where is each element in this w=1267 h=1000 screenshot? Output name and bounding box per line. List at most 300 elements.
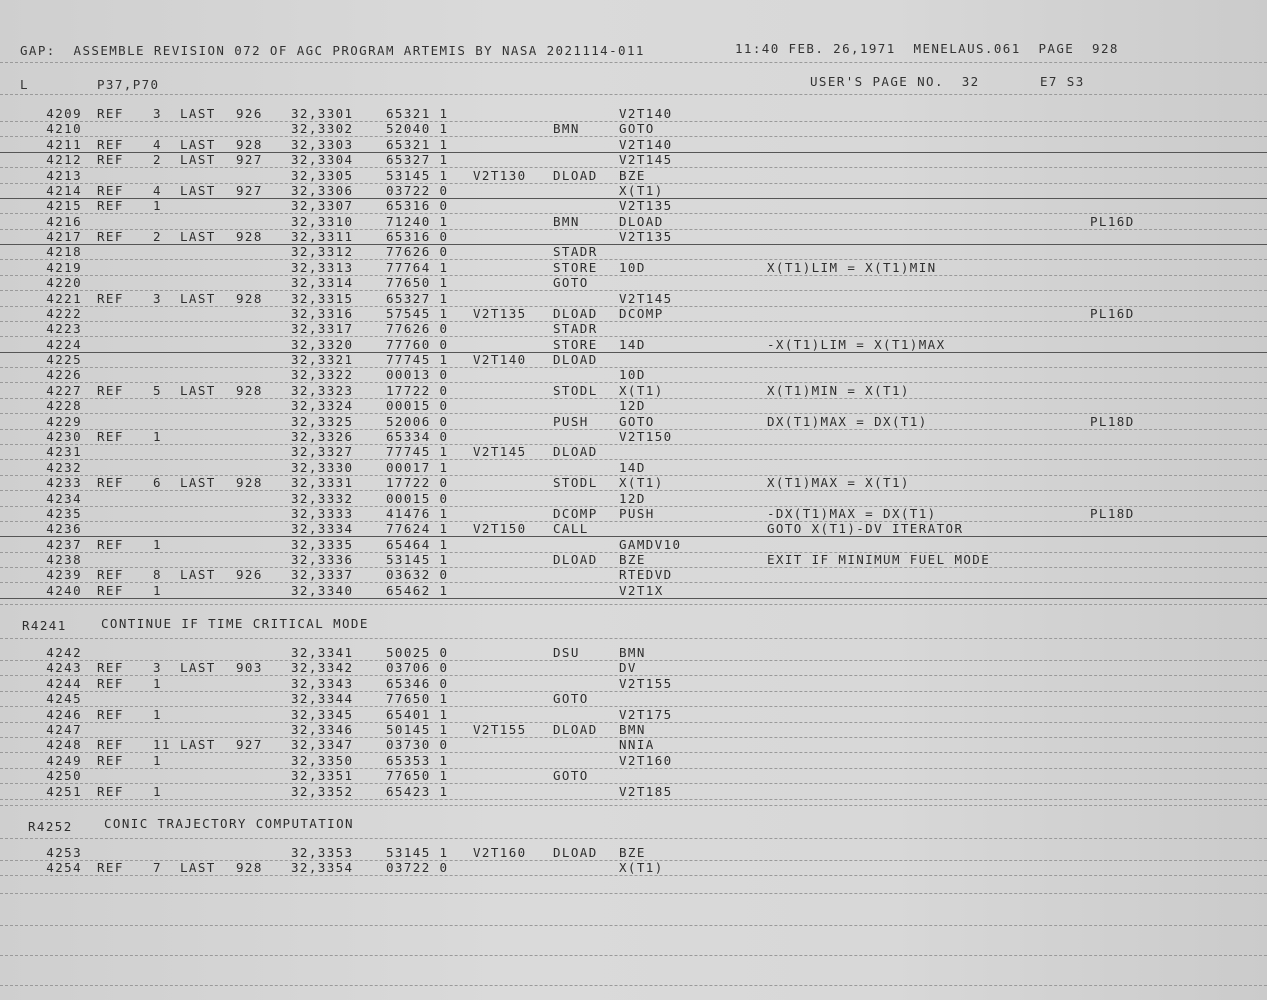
operand: V2T185 [619,783,673,799]
opcode: BMN [553,121,580,137]
label: V2T145 [473,444,527,460]
ref-keyword: REF [97,152,124,168]
octal-word: 65462 1 [386,582,449,598]
line-number: 4227 [46,382,82,398]
line-number: 4243 [46,660,82,676]
row-rule [0,352,1267,353]
ref-count: 3 [153,106,162,121]
operand: NNIA [619,737,655,753]
address: 32,3320 [291,336,354,352]
line-number: 4247 [46,722,82,737]
line-number: 4250 [46,768,82,784]
line-number: 4221 [46,290,82,306]
octal-word: 65321 1 [386,106,449,121]
operand: V2T135 [619,229,673,245]
operand: X(T1) [619,860,664,876]
rule-empty-1 [0,893,1267,894]
operand: V2T160 [619,752,673,768]
rule-empty-4 [0,985,1267,986]
octal-word: 53145 1 [386,167,449,183]
opcode: GOTO [553,275,589,291]
comment: DX(T1)MAX = DX(T1) [767,413,928,429]
es-label: E7 S3 [1040,74,1085,89]
operand: 14D [619,459,646,475]
label: V2T155 [473,722,527,737]
line-number: 4223 [46,321,82,337]
remark2-text: CONIC TRAJECTORY COMPUTATION [104,816,354,831]
ref-keyword: REF [97,706,124,722]
last-page: 928 [236,229,263,245]
ref-keyword: REF [97,428,124,444]
sub-rule [0,94,1267,95]
comment: EXIT IF MINIMUM FUEL MODE [767,552,991,568]
row-rule [0,321,1267,322]
octal-word: 00017 1 [386,459,449,475]
line-number: 4226 [46,367,82,383]
ref-count: 4 [153,182,162,198]
octal-word: 03730 0 [386,737,449,753]
ref-count: 2 [153,229,162,245]
ref-count: 1 [153,675,162,691]
operand: BZE [619,167,646,183]
octal-word: 00015 0 [386,398,449,414]
octal-word: 52040 1 [386,121,449,137]
line-number: 4220 [46,275,82,291]
header-rule [0,62,1267,63]
row-rule [0,768,1267,769]
ref-keyword: REF [97,536,124,552]
ref-keyword: REF [97,752,124,768]
octal-word: 65401 1 [386,706,449,722]
last-keyword: LAST [180,229,216,245]
comment: -DX(T1)MAX = DX(T1) [767,505,937,521]
line-number: 4232 [46,459,82,475]
label: V2T130 [473,167,527,183]
address: 32,3326 [291,428,354,444]
octal-word: 50025 0 [386,645,449,660]
operand: 10D [619,367,646,383]
rule-empty-3 [0,955,1267,956]
line-number: 4251 [46,783,82,799]
octal-word: 65464 1 [386,536,449,552]
line-number: 4219 [46,259,82,275]
ref-keyword: REF [97,382,124,398]
last-page: 928 [236,475,263,491]
ref-keyword: REF [97,229,124,245]
address: 32,3337 [291,567,354,583]
last-keyword: LAST [180,152,216,168]
address: 32,3324 [291,398,354,414]
address: 32,3331 [291,475,354,491]
operand: V2T140 [619,136,673,152]
octal-word: 77745 1 [386,352,449,368]
row-rule [0,691,1267,692]
ref-count: 6 [153,475,162,491]
line-number: 4236 [46,521,82,537]
operand: V2T155 [619,675,673,691]
last-keyword: LAST [180,182,216,198]
opcode: DLOAD [553,444,598,460]
address: 32,3342 [291,660,354,676]
operand: V2T1X [619,582,664,598]
octal-word: 65327 1 [386,152,449,168]
operand: V2T150 [619,428,673,444]
operand: PUSH [619,505,655,521]
label: V2T150 [473,521,527,537]
operand: DLOAD [619,213,664,229]
opcode: STORE [553,259,598,275]
operand: BMN [619,722,646,737]
octal-word: 03706 0 [386,660,449,676]
last-keyword: LAST [180,567,216,583]
operand: DV [619,660,637,676]
ref-keyword: REF [97,106,124,121]
opcode: BMN [553,213,580,229]
opcode: DLOAD [553,552,598,568]
operand: BZE [619,845,646,860]
operand: 12D [619,490,646,506]
line-number: 4254 [46,860,82,876]
address: 32,3335 [291,536,354,552]
line-number: 4215 [46,198,82,214]
last-page: 903 [236,660,263,676]
address: 32,3307 [291,198,354,214]
opcode: PUSH [553,413,589,429]
rule-after-remark1 [0,638,1267,639]
rule-before-remark1 [0,604,1267,605]
last-page: 927 [236,152,263,168]
octal-word: 53145 1 [386,845,449,860]
opcode: STADR [553,244,598,260]
octal-word: 77745 1 [386,444,449,460]
operand: X(T1) [619,475,664,491]
pushlist: PL16D [1090,305,1135,321]
line-number: 4234 [46,490,82,506]
address: 32,3304 [291,152,354,168]
line-number: 4238 [46,552,82,568]
operand: DCOMP [619,305,664,321]
address: 32,3305 [291,167,354,183]
ref-count: 1 [153,706,162,722]
ref-keyword: REF [97,567,124,583]
last-page: 928 [236,136,263,152]
address: 32,3351 [291,768,354,784]
opcode: STODL [553,382,598,398]
sub-left-b: P37,P70 [97,77,160,92]
comment: X(T1)LIM = X(T1)MIN [767,259,937,275]
line-number: 4218 [46,244,82,260]
ref-keyword: REF [97,582,124,598]
opcode: DCOMP [553,505,598,521]
operand: 14D [619,336,646,352]
operand: V2T140 [619,106,673,121]
line-number: 4242 [46,645,82,660]
opcode: DLOAD [553,845,598,860]
octal-word: 65423 1 [386,783,449,799]
last-keyword: LAST [180,737,216,753]
address: 32,3311 [291,229,354,245]
line-number: 4216 [46,213,82,229]
octal-word: 17722 0 [386,382,449,398]
octal-word: 65316 0 [386,229,449,245]
address: 32,3354 [291,860,354,876]
line-number: 4217 [46,229,82,245]
address: 32,3344 [291,691,354,707]
octal-word: 77760 0 [386,336,449,352]
comment: -X(T1)LIM = X(T1)MAX [767,336,946,352]
last-keyword: LAST [180,136,216,152]
address: 32,3316 [291,305,354,321]
line-number: 4249 [46,752,82,768]
address: 32,3345 [291,706,354,722]
ref-keyword: REF [97,737,124,753]
ref-count: 11 [153,737,171,753]
sub-left-a: L [20,77,29,92]
address: 32,3350 [291,752,354,768]
last-page: 926 [236,567,263,583]
operand: GAMDV10 [619,536,682,552]
ref-count: 3 [153,660,162,676]
remark1-text: CONTINUE IF TIME CRITICAL MODE [101,616,369,631]
label: V2T160 [473,845,527,860]
pushlist: PL18D [1090,413,1135,429]
octal-word: 77624 1 [386,521,449,537]
octal-word: 77764 1 [386,259,449,275]
comment: X(T1)MAX = X(T1) [767,475,910,491]
ref-keyword: REF [97,783,124,799]
octal-word: 53145 1 [386,552,449,568]
ref-keyword: REF [97,475,124,491]
octal-word: 65334 0 [386,428,449,444]
address: 32,3347 [291,737,354,753]
ref-keyword: REF [97,660,124,676]
line-number: 4253 [46,845,82,860]
octal-word: 65327 1 [386,290,449,306]
octal-word: 65346 0 [386,675,449,691]
header-right: 11:40 FEB. 26,1971 MENELAUS.061 PAGE 928 [735,41,1119,56]
operand: 12D [619,398,646,414]
address: 32,3341 [291,645,354,660]
line-number: 4212 [46,152,82,168]
address: 32,3314 [291,275,354,291]
ref-count: 1 [153,783,162,799]
remark2-line: R4252 [28,819,73,834]
line-number: 4244 [46,675,82,691]
octal-word: 65353 1 [386,752,449,768]
operand: BZE [619,552,646,568]
row-rule [0,799,1267,800]
row-rule [0,275,1267,276]
last-page: 928 [236,382,263,398]
ref-keyword: REF [97,198,124,214]
last-page: 927 [236,182,263,198]
ref-count: 1 [153,582,162,598]
users-page: USER'S PAGE NO. 32 [810,74,980,89]
operand: V2T135 [619,198,673,214]
row-rule [0,244,1267,245]
ref-count: 8 [153,567,162,583]
opcode: CALL [553,521,589,537]
pushlist: PL16D [1090,213,1135,229]
line-number: 4231 [46,444,82,460]
last-keyword: LAST [180,290,216,306]
line-number: 4240 [46,582,82,598]
address: 32,3336 [291,552,354,568]
line-number: 4248 [46,737,82,753]
ref-count: 1 [153,198,162,214]
address: 32,3303 [291,136,354,152]
row-rule [0,875,1267,876]
line-number: 4209 [46,106,82,121]
line-number: 4222 [46,305,82,321]
opcode: STORE [553,336,598,352]
operand: BMN [619,645,646,660]
line-number: 4230 [46,428,82,444]
ref-keyword: REF [97,675,124,691]
rule-after-remark2 [0,838,1267,839]
octal-word: 03632 0 [386,567,449,583]
address: 32,3346 [291,722,354,737]
address: 32,3353 [291,845,354,860]
line-number: 4245 [46,691,82,707]
address: 32,3317 [291,321,354,337]
octal-word: 03722 0 [386,860,449,876]
line-number: 4235 [46,505,82,521]
ref-count: 1 [153,752,162,768]
address: 32,3301 [291,106,354,121]
address: 32,3330 [291,459,354,475]
address: 32,3315 [291,290,354,306]
ref-count: 2 [153,152,162,168]
operand: GOTO [619,121,655,137]
ref-count: 4 [153,136,162,152]
ref-count: 5 [153,382,162,398]
address: 32,3333 [291,505,354,521]
opcode: DLOAD [553,167,598,183]
octal-word: 17722 0 [386,475,449,491]
address: 32,3352 [291,783,354,799]
comment: X(T1)MIN = X(T1) [767,382,910,398]
line-number: 4210 [46,121,82,137]
ref-keyword: REF [97,182,124,198]
last-page: 928 [236,290,263,306]
operand: X(T1) [619,382,664,398]
opcode: DLOAD [553,722,598,737]
line-number: 4239 [46,567,82,583]
ref-count: 1 [153,428,162,444]
octal-word: 77626 0 [386,321,449,337]
octal-word: 65316 0 [386,198,449,214]
octal-word: 41476 1 [386,505,449,521]
rule-empty-2 [0,925,1267,926]
line-number: 4228 [46,398,82,414]
address: 32,3325 [291,413,354,429]
pushlist: PL18D [1090,505,1135,521]
line-number: 4214 [46,182,82,198]
address: 32,3313 [291,259,354,275]
last-keyword: LAST [180,860,216,876]
line-number: 4246 [46,706,82,722]
octal-word: 00013 0 [386,367,449,383]
last-page: 927 [236,737,263,753]
last-keyword: LAST [180,475,216,491]
octal-word: 77650 1 [386,691,449,707]
comment: GOTO X(T1)-DV ITERATOR [767,521,964,537]
line-number: 4224 [46,336,82,352]
octal-word: 57545 1 [386,305,449,321]
address: 32,3321 [291,352,354,368]
address: 32,3302 [291,121,354,137]
header-left: GAP: ASSEMBLE REVISION 072 OF AGC PROGRAM ARTEMIS BY NASA 2021114-011 [20,43,645,58]
line-number: 4237 [46,536,82,552]
address: 32,3334 [291,521,354,537]
ref-keyword: REF [97,290,124,306]
ref-count: 3 [153,290,162,306]
line-number: 4211 [46,136,82,152]
octal-word: 77650 1 [386,275,449,291]
address: 32,3323 [291,382,354,398]
octal-word: 65321 1 [386,136,449,152]
remark1-line: R4241 [22,618,67,633]
opcode: DLOAD [553,305,598,321]
line-number: 4213 [46,167,82,183]
opcode: STODL [553,475,598,491]
operand: V2T145 [619,152,673,168]
row-rule [0,444,1267,445]
address: 32,3343 [291,675,354,691]
operand: V2T145 [619,290,673,306]
address: 32,3327 [291,444,354,460]
address: 32,3322 [291,367,354,383]
octal-word: 50145 1 [386,722,449,737]
address: 32,3312 [291,244,354,260]
row-rule [0,521,1267,522]
last-keyword: LAST [180,106,216,121]
octal-word: 77650 1 [386,768,449,784]
opcode: GOTO [553,768,589,784]
last-page: 928 [236,860,263,876]
operand: V2T175 [619,706,673,722]
last-keyword: LAST [180,382,216,398]
opcode: STADR [553,321,598,337]
rule-before-remark2 [0,805,1267,806]
opcode: DSU [553,645,580,660]
address: 32,3332 [291,490,354,506]
ref-count: 1 [153,536,162,552]
operand: GOTO [619,413,655,429]
octal-word: 52006 0 [386,413,449,429]
last-keyword: LAST [180,660,216,676]
opcode: GOTO [553,691,589,707]
line-number: 4233 [46,475,82,491]
operand: X(T1) [619,182,664,198]
row-rule [0,598,1267,599]
address: 32,3310 [291,213,354,229]
line-number: 4229 [46,413,82,429]
octal-word: 03722 0 [386,182,449,198]
octal-word: 77626 0 [386,244,449,260]
label: V2T140 [473,352,527,368]
address: 32,3340 [291,582,354,598]
label: V2T135 [473,305,527,321]
ref-count: 7 [153,860,162,876]
ref-keyword: REF [97,860,124,876]
address: 32,3306 [291,182,354,198]
line-number: 4225 [46,352,82,368]
last-page: 926 [236,106,263,121]
opcode: DLOAD [553,352,598,368]
octal-word: 00015 0 [386,490,449,506]
